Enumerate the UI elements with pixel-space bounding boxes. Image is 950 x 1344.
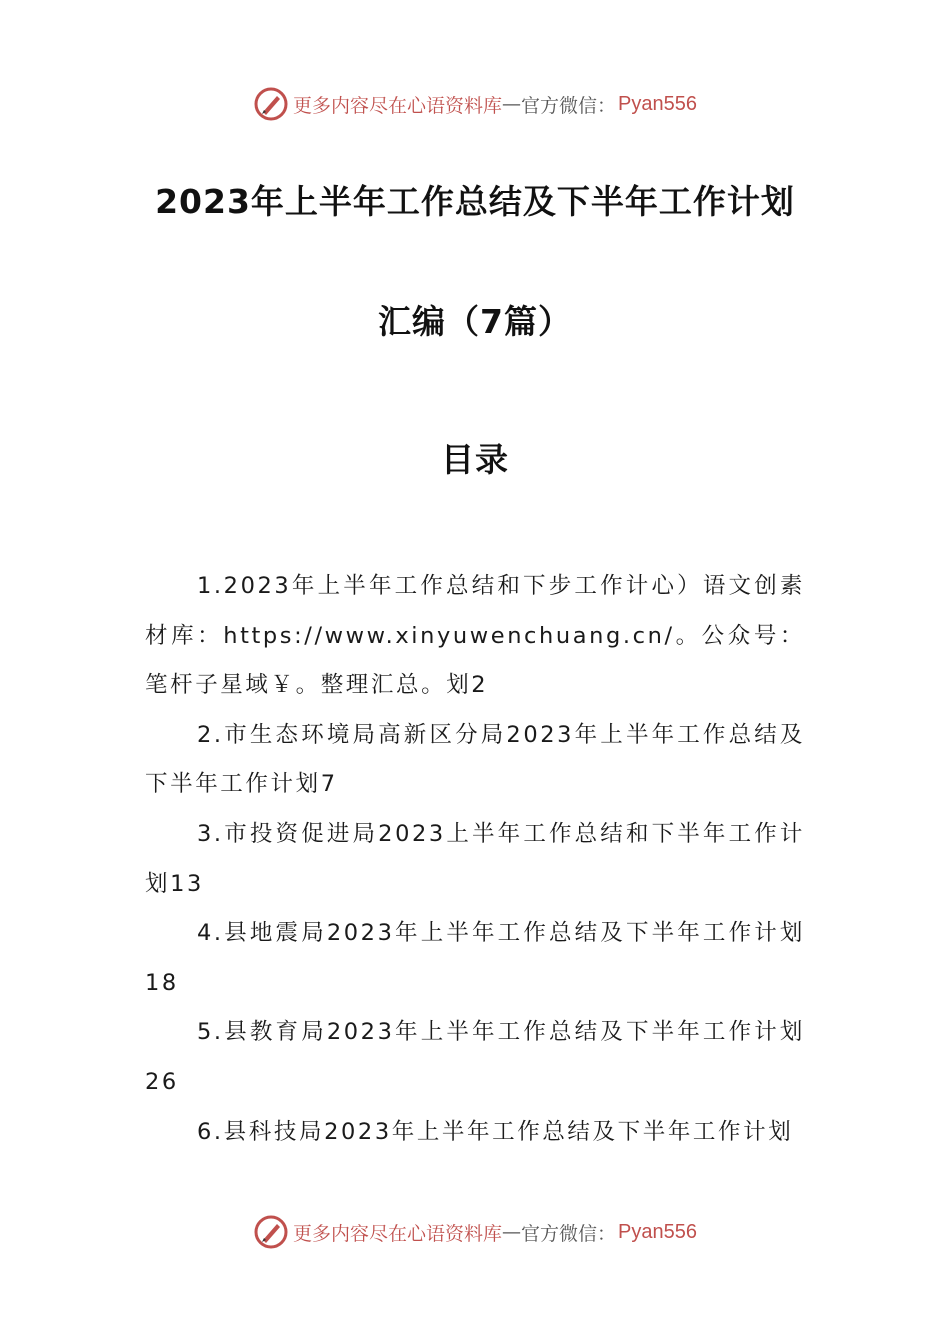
banner-main-text: 更多内容尽在心语资料库 bbox=[293, 1222, 503, 1245]
pen-circle-logo-icon bbox=[253, 1214, 289, 1250]
banner-wechat-id: Pyan556 bbox=[618, 92, 697, 115]
document-title-line2: 汇编（7篇） bbox=[378, 302, 572, 341]
banner-official-label: 官方微信： bbox=[521, 94, 617, 117]
table-of-contents bbox=[145, 562, 805, 1157]
document-title-line1: 2023年上半年工作总结及下半年工作计划 bbox=[155, 182, 795, 221]
banner-official-label: 官方微信： bbox=[521, 1222, 617, 1245]
banner-dash: — bbox=[502, 1221, 522, 1243]
toc-item[interactable]: 6.县科技局2023年上半年工作总结及下半年工作计划 bbox=[197, 1118, 794, 1145]
toc-item[interactable]: 3.市投资促进局2023上半年工作总结和下半年工作计划13 bbox=[145, 820, 805, 897]
toc-item[interactable]: 2.市生态环境局高新区分局2023年上半年工作总结及下半年工作计划7 bbox=[145, 721, 805, 798]
banner-dash: — bbox=[502, 93, 522, 115]
banner-main-text: 更多内容尽在心语资料库 bbox=[293, 94, 503, 117]
header-watermark-banner bbox=[0, 84, 950, 124]
pen-circle-logo-icon bbox=[253, 86, 289, 122]
toc-item[interactable]: 1.2023年上半年工作总结和下步工作计心）语文创素材库：https://www.xinyuwenchuang.cn/。公众号：笔杆子星域￥。整理汇总。划2 bbox=[145, 573, 805, 699]
footer-watermark-banner bbox=[0, 1212, 950, 1252]
banner-wechat-id: Pyan556 bbox=[618, 1220, 697, 1243]
toc-heading: 目录 bbox=[441, 440, 509, 479]
toc-item[interactable]: 4.县地震局2023年上半年工作总结及下半年工作计划18 bbox=[145, 920, 805, 996]
toc-item[interactable]: 5.县教育局2023年上半年工作总结及下半年工作计划26 bbox=[145, 1019, 805, 1095]
